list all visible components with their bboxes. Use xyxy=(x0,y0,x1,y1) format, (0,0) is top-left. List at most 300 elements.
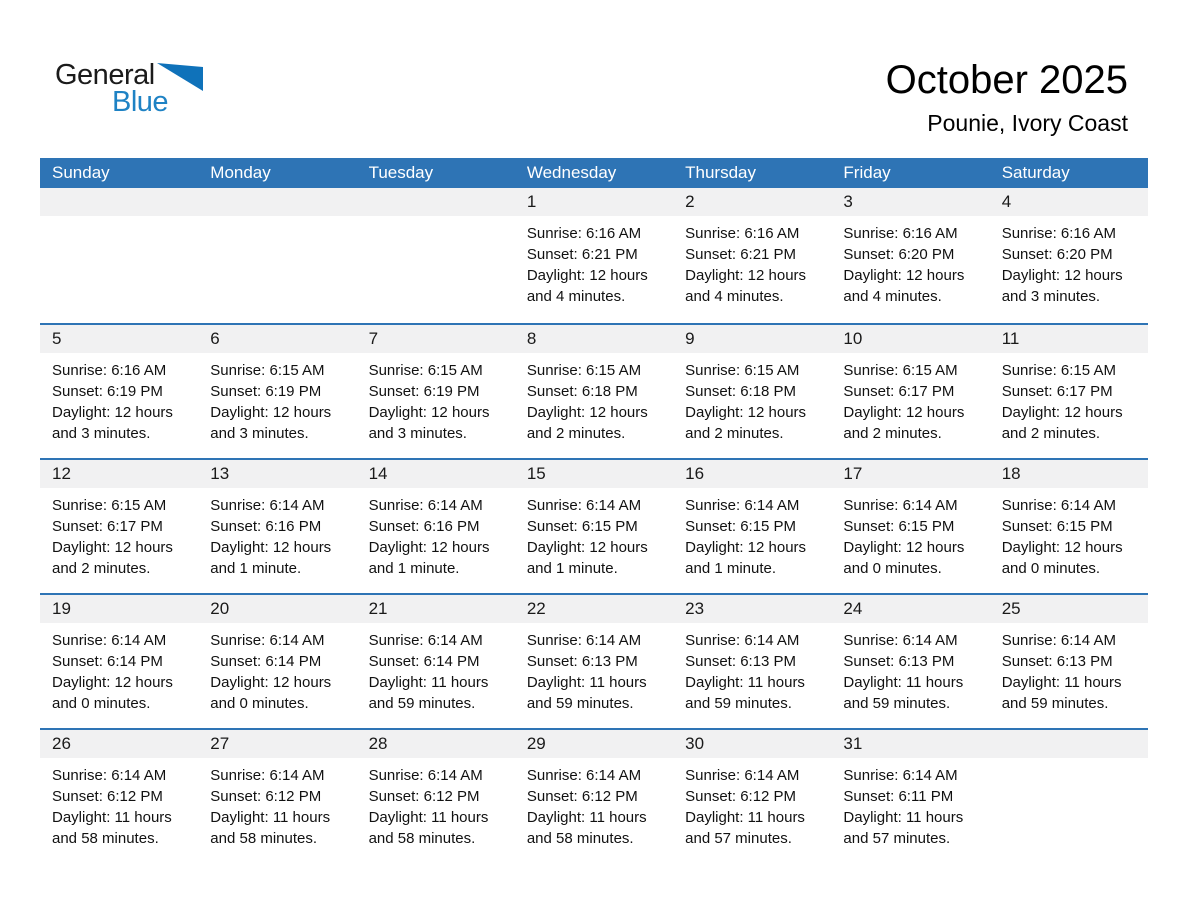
sunset-value: 6:13 PM xyxy=(898,653,955,670)
day-number: 14 xyxy=(368,464,388,483)
daylight-value: 11 hours and 59 minutes. xyxy=(843,674,964,712)
sunrise-label: Sunrise: xyxy=(52,632,108,649)
sunrise-value: 6:16 AM xyxy=(1060,225,1116,242)
day-number-band xyxy=(831,730,989,758)
sunrise-value: 6:14 AM xyxy=(269,497,325,514)
sunrise-label: Sunrise: xyxy=(1001,225,1057,242)
sunset-label: Sunset: xyxy=(368,383,420,400)
day-details xyxy=(515,623,673,714)
sunrise-line xyxy=(527,360,667,381)
day-details xyxy=(515,488,673,579)
daylight-line xyxy=(527,672,667,714)
sunrise-label: Sunrise: xyxy=(843,767,899,784)
weekday-header-row xyxy=(40,158,1148,188)
day-cell-10 xyxy=(831,325,989,458)
sunrise-value: 6:15 AM xyxy=(586,362,642,379)
day-cell-19 xyxy=(40,595,198,728)
daylight-line xyxy=(52,537,192,579)
day-number-band xyxy=(357,325,515,353)
sunset-value: 6:13 PM xyxy=(1056,653,1113,670)
daylight-line xyxy=(843,672,983,714)
daylight-label: Daylight: xyxy=(210,809,269,826)
daylight-value: 12 hours and 2 minutes. xyxy=(52,539,173,577)
day-cell-25 xyxy=(990,595,1148,728)
daylight-value: 12 hours and 1 minute. xyxy=(526,539,648,577)
sunrise-value: 6:14 AM xyxy=(1060,497,1116,514)
sunrise-line xyxy=(527,495,667,516)
day-details xyxy=(40,623,198,714)
day-cell-27 xyxy=(198,730,356,863)
day-cell-15 xyxy=(515,460,673,593)
sunset-label: Sunset: xyxy=(210,788,262,805)
daylight-value: 12 hours and 1 minute. xyxy=(210,539,332,577)
daylight-line xyxy=(210,537,350,579)
logo-word-general: General xyxy=(55,59,155,91)
weekday-header-sunday: Sunday xyxy=(52,163,110,182)
day-details xyxy=(40,758,198,849)
sunrise-label: Sunrise: xyxy=(685,632,741,649)
sunset-value: 6:17 PM xyxy=(107,518,163,535)
daylight-line xyxy=(843,537,983,579)
daylight-line xyxy=(1002,672,1142,714)
day-cell-31 xyxy=(831,730,989,863)
day-cell-21 xyxy=(357,595,515,728)
daylight-value: 11 hours and 58 minutes. xyxy=(368,809,489,847)
sunrise-label: Sunrise: xyxy=(843,632,899,649)
daylight-line xyxy=(1002,537,1142,579)
day-details xyxy=(831,488,989,579)
daylight-label: Daylight: xyxy=(52,674,111,691)
daylight-line xyxy=(685,265,825,307)
day-number-band xyxy=(673,325,831,353)
daylight-value: 12 hours and 2 minutes. xyxy=(526,404,648,442)
sunrise-label: Sunrise: xyxy=(526,632,582,649)
sunset-label: Sunset: xyxy=(526,518,578,535)
sunrise-line xyxy=(685,495,825,516)
day-details xyxy=(831,758,989,849)
day-number: 19 xyxy=(52,599,71,618)
sunset-line xyxy=(210,516,350,537)
day-number-band xyxy=(515,460,673,488)
sunrise-line xyxy=(685,223,825,244)
day-cell-20 xyxy=(198,595,356,728)
sunrise-value: 6:14 AM xyxy=(111,767,167,784)
daylight-value: 12 hours and 4 minutes. xyxy=(685,267,807,305)
sunrise-label: Sunrise: xyxy=(843,497,899,514)
daylight-label: Daylight: xyxy=(685,539,744,556)
daylight-label: Daylight: xyxy=(685,674,744,691)
daylight-line xyxy=(52,807,192,849)
sunset-label: Sunset: xyxy=(210,653,262,670)
day-details xyxy=(831,623,989,714)
sunset-value: 6:15 PM xyxy=(581,518,638,535)
sunrise-value: 6:16 AM xyxy=(902,225,958,242)
daylight-line xyxy=(527,807,667,849)
daylight-value: 12 hours and 3 minutes. xyxy=(210,404,332,442)
day-details xyxy=(198,353,356,444)
sunset-line xyxy=(52,651,192,672)
daylight-value: 11 hours and 57 minutes. xyxy=(685,809,805,847)
daylight-value: 12 hours and 2 minutes. xyxy=(685,404,807,442)
day-number: 24 xyxy=(843,599,863,618)
day-details xyxy=(673,216,831,307)
day-cell-6 xyxy=(198,325,356,458)
day-details xyxy=(40,353,198,444)
day-number: 2 xyxy=(685,192,695,211)
sunset-line xyxy=(210,651,350,672)
sunset-line xyxy=(685,516,825,537)
day-cell-23 xyxy=(673,595,831,728)
weeks-container xyxy=(40,188,1148,863)
sunrise-label: Sunrise: xyxy=(843,225,899,242)
sunrise-line xyxy=(843,630,983,651)
sunrise-line xyxy=(369,495,509,516)
day-number-band xyxy=(40,188,198,216)
sunrise-value: 6:14 AM xyxy=(1060,632,1116,649)
sunset-line xyxy=(685,651,825,672)
day-cell-9 xyxy=(673,325,831,458)
daylight-line xyxy=(1002,402,1142,444)
day-number: 11 xyxy=(1001,329,1020,348)
sunrise-label: Sunrise: xyxy=(526,362,582,379)
day-number: 12 xyxy=(52,464,71,483)
day-number: 5 xyxy=(52,329,62,348)
sunrise-label: Sunrise: xyxy=(1001,497,1057,514)
day-details xyxy=(831,216,989,307)
sunset-value: 6:14 PM xyxy=(423,653,480,670)
day-cell-29 xyxy=(515,730,673,863)
day-number: 21 xyxy=(368,599,388,618)
day-cell-17 xyxy=(831,460,989,593)
sunrise-line xyxy=(685,360,825,381)
sunrise-label: Sunrise: xyxy=(210,767,266,784)
day-cell-14 xyxy=(357,460,515,593)
day-number-band xyxy=(990,595,1148,623)
daylight-label: Daylight: xyxy=(526,539,586,556)
daylight-label: Daylight: xyxy=(52,809,111,826)
sunset-label: Sunset: xyxy=(843,653,895,670)
sunrise-value: 6:14 AM xyxy=(427,767,483,784)
sunset-label: Sunset: xyxy=(685,653,737,670)
day-number-band xyxy=(40,325,198,353)
week-row-1 xyxy=(40,188,1148,323)
sunset-line xyxy=(843,244,983,265)
day-number-band xyxy=(40,595,198,623)
day-number: 20 xyxy=(210,599,230,618)
general-blue-logo xyxy=(55,59,225,118)
day-number-band xyxy=(357,188,515,216)
sunrise-value: 6:14 AM xyxy=(744,497,800,514)
sunset-line xyxy=(843,381,983,402)
sunset-label: Sunset: xyxy=(526,788,578,805)
daylight-label: Daylight: xyxy=(685,404,744,421)
sunset-line xyxy=(685,381,825,402)
day-number-band xyxy=(990,730,1148,758)
day-cell-2 xyxy=(673,188,831,323)
daylight-value: 11 hours and 59 minutes. xyxy=(1001,674,1122,712)
day-number-band xyxy=(515,325,673,353)
day-number: 13 xyxy=(210,464,230,483)
day-number: 4 xyxy=(1001,192,1012,211)
sunset-label: Sunset: xyxy=(368,518,420,535)
sunset-value: 6:20 PM xyxy=(1056,246,1113,263)
sunset-line xyxy=(685,244,825,265)
daylight-label: Daylight: xyxy=(210,404,269,421)
sunrise-label: Sunrise: xyxy=(368,632,424,649)
day-details xyxy=(357,758,515,849)
sunrise-line xyxy=(210,630,350,651)
daylight-value: 12 hours and 0 minutes. xyxy=(210,674,332,712)
day-number-band xyxy=(198,730,356,758)
day-cell-1 xyxy=(515,188,673,323)
sunrise-value: 6:14 AM xyxy=(427,632,483,649)
daylight-value: 11 hours and 58 minutes. xyxy=(210,809,331,847)
sunset-value: 6:21 PM xyxy=(740,246,797,263)
sunrise-label: Sunrise: xyxy=(52,362,108,379)
daylight-line xyxy=(369,537,509,579)
daylight-label: Daylight: xyxy=(1001,674,1061,691)
day-number: 10 xyxy=(843,329,863,348)
sunset-label: Sunset: xyxy=(843,518,895,535)
sunrise-value: 6:14 AM xyxy=(586,632,642,649)
day-details xyxy=(673,758,831,849)
sunrise-line xyxy=(369,360,509,381)
sunrise-value: 6:14 AM xyxy=(586,497,642,514)
sunset-line xyxy=(369,651,509,672)
sunset-line xyxy=(527,244,667,265)
daylight-line xyxy=(527,402,667,444)
sunset-label: Sunset: xyxy=(1001,518,1053,535)
day-details xyxy=(357,623,515,714)
day-cell-12 xyxy=(40,460,198,593)
day-number-band xyxy=(198,325,356,353)
day-cell-22 xyxy=(515,595,673,728)
day-cell-26 xyxy=(40,730,198,863)
sunset-line xyxy=(527,786,667,807)
daylight-line xyxy=(210,402,350,444)
sunset-value: 6:12 PM xyxy=(740,788,797,805)
day-number-band xyxy=(831,460,989,488)
sunset-value: 6:19 PM xyxy=(265,383,322,400)
weekday-header-thursday: Thursday xyxy=(685,163,757,182)
day-number: 23 xyxy=(685,599,705,618)
daylight-label: Daylight: xyxy=(1001,539,1061,556)
sunset-value: 6:15 PM xyxy=(1056,518,1113,535)
sunrise-line xyxy=(1002,630,1142,651)
daylight-line xyxy=(369,402,509,444)
day-number-band xyxy=(990,460,1148,488)
day-cell-7 xyxy=(357,325,515,458)
sunset-label: Sunset: xyxy=(526,383,578,400)
sunrise-label: Sunrise: xyxy=(368,362,424,379)
day-details xyxy=(198,758,356,849)
day-number-band xyxy=(40,460,198,488)
sunset-value: 6:19 PM xyxy=(107,383,163,400)
day-cell-empty xyxy=(990,730,1148,863)
daylight-line xyxy=(52,402,192,444)
sunrise-label: Sunrise: xyxy=(210,632,266,649)
daylight-line xyxy=(52,672,192,714)
sunrise-label: Sunrise: xyxy=(1001,632,1057,649)
weekday-header-wednesday: Wednesday xyxy=(526,163,617,182)
month-title: October 2025 xyxy=(885,58,1128,102)
sunset-label: Sunset: xyxy=(210,518,262,535)
sunrise-value: 6:15 AM xyxy=(111,497,167,514)
sunrise-line xyxy=(52,630,192,651)
sunset-label: Sunset: xyxy=(843,246,895,263)
daylight-value: 12 hours and 4 minutes. xyxy=(526,267,648,305)
sunset-label: Sunset: xyxy=(1001,383,1053,400)
sunset-line xyxy=(1002,244,1142,265)
day-number-band xyxy=(831,188,989,216)
day-cell-4 xyxy=(990,188,1148,323)
daylight-label: Daylight: xyxy=(685,267,744,284)
sunrise-line xyxy=(685,765,825,786)
sunset-label: Sunset: xyxy=(210,383,262,400)
sunset-value: 6:14 PM xyxy=(107,653,163,670)
sunrise-label: Sunrise: xyxy=(685,225,741,242)
daylight-value: 12 hours and 3 minutes. xyxy=(368,404,490,442)
day-cell-empty xyxy=(357,188,515,323)
day-number-band xyxy=(198,188,356,216)
sunrise-value: 6:14 AM xyxy=(902,767,958,784)
day-details xyxy=(515,353,673,444)
sunset-value: 6:12 PM xyxy=(581,788,638,805)
sunrise-label: Sunrise: xyxy=(52,767,108,784)
day-cell-28 xyxy=(357,730,515,863)
sunrise-label: Sunrise: xyxy=(526,225,582,242)
sunrise-value: 6:15 AM xyxy=(1060,362,1116,379)
daylight-label: Daylight: xyxy=(368,809,427,826)
day-number: 31 xyxy=(843,734,863,753)
day-cell-24 xyxy=(831,595,989,728)
daylight-label: Daylight: xyxy=(843,809,902,826)
sunset-label: Sunset: xyxy=(526,653,578,670)
daylight-label: Daylight: xyxy=(526,267,586,284)
weekday-header-monday: Monday xyxy=(210,163,271,182)
sunrise-line xyxy=(52,765,192,786)
daylight-value: 12 hours and 3 minutes. xyxy=(1001,267,1123,305)
day-number: 6 xyxy=(210,329,220,348)
day-number: 15 xyxy=(526,464,546,483)
sunrise-line xyxy=(1002,223,1142,244)
sunrise-value: 6:16 AM xyxy=(744,225,800,242)
daylight-label: Daylight: xyxy=(52,404,111,421)
day-cell-3 xyxy=(831,188,989,323)
sunrise-value: 6:14 AM xyxy=(902,497,958,514)
daylight-value: 11 hours and 59 minutes. xyxy=(368,674,489,712)
day-number-band xyxy=(198,595,356,623)
sunset-label: Sunset: xyxy=(685,788,737,805)
sunset-line xyxy=(210,381,350,402)
day-details xyxy=(831,353,989,444)
sunrise-line xyxy=(843,765,983,786)
sunrise-value: 6:15 AM xyxy=(744,362,800,379)
day-number: 16 xyxy=(685,464,705,483)
daylight-value: 12 hours and 1 minute. xyxy=(368,539,490,577)
sunset-line xyxy=(369,381,509,402)
logo-word-blue: Blue xyxy=(112,86,169,118)
daylight-label: Daylight: xyxy=(526,809,586,826)
sunset-label: Sunset: xyxy=(52,653,103,670)
day-details xyxy=(515,758,673,849)
week-row-4 xyxy=(40,593,1148,728)
daylight-label: Daylight: xyxy=(368,674,427,691)
daylight-line xyxy=(685,672,825,714)
daylight-label: Daylight: xyxy=(843,674,902,691)
sunrise-value: 6:15 AM xyxy=(902,362,958,379)
daylight-label: Daylight: xyxy=(685,809,744,826)
sunset-label: Sunset: xyxy=(1001,653,1053,670)
sunrise-label: Sunrise: xyxy=(368,497,424,514)
weekday-header-tuesday: Tuesday xyxy=(368,163,434,182)
sunrise-value: 6:14 AM xyxy=(269,632,325,649)
sunset-line xyxy=(52,516,192,537)
day-details xyxy=(990,623,1148,714)
sunset-value: 6:19 PM xyxy=(423,383,480,400)
sunrise-value: 6:15 AM xyxy=(427,362,483,379)
daylight-value: 11 hours and 58 minutes. xyxy=(52,809,172,847)
day-cell-empty xyxy=(198,188,356,323)
sunrise-line xyxy=(527,765,667,786)
daylight-label: Daylight: xyxy=(843,539,902,556)
day-number-band xyxy=(831,595,989,623)
daylight-label: Daylight: xyxy=(526,404,586,421)
sunset-label: Sunset: xyxy=(52,518,103,535)
day-cell-13 xyxy=(198,460,356,593)
day-number-band xyxy=(673,460,831,488)
day-details xyxy=(673,488,831,579)
sunrise-label: Sunrise: xyxy=(210,497,266,514)
sunrise-line xyxy=(527,630,667,651)
sunset-value: 6:13 PM xyxy=(740,653,797,670)
daylight-value: 12 hours and 3 minutes. xyxy=(52,404,173,442)
sunrise-label: Sunrise: xyxy=(526,767,582,784)
day-number: 22 xyxy=(526,599,546,618)
daylight-line xyxy=(843,265,983,307)
sunset-line xyxy=(843,786,983,807)
sunrise-value: 6:16 AM xyxy=(111,362,167,379)
sunrise-value: 6:14 AM xyxy=(744,632,800,649)
sunrise-value: 6:14 AM xyxy=(269,767,325,784)
location-subtitle: Pounie, Ivory Coast xyxy=(927,110,1128,136)
daylight-value: 11 hours and 59 minutes. xyxy=(526,674,647,712)
sunset-label: Sunset: xyxy=(843,383,895,400)
daylight-value: 12 hours and 1 minute. xyxy=(685,539,807,577)
daylight-value: 11 hours and 59 minutes. xyxy=(685,674,805,712)
sunset-label: Sunset: xyxy=(685,383,737,400)
daylight-line xyxy=(1002,265,1142,307)
calendar-title-block xyxy=(886,58,1128,138)
sunset-value: 6:17 PM xyxy=(1056,383,1113,400)
weekday-header-friday: Friday xyxy=(843,163,891,182)
day-details xyxy=(990,488,1148,579)
daylight-label: Daylight: xyxy=(843,267,902,284)
day-cell-empty xyxy=(40,188,198,323)
daylight-value: 12 hours and 4 minutes. xyxy=(843,267,965,305)
daylight-label: Daylight: xyxy=(843,404,902,421)
daylight-label: Daylight: xyxy=(368,539,427,556)
daylight-value: 12 hours and 2 minutes. xyxy=(843,404,965,442)
day-cell-16 xyxy=(673,460,831,593)
day-number: 28 xyxy=(368,734,388,753)
day-number: 26 xyxy=(52,734,71,753)
sunset-value: 6:11 PM xyxy=(898,788,954,805)
daylight-line xyxy=(685,807,825,849)
sunrise-value: 6:14 AM xyxy=(111,632,167,649)
day-number: 27 xyxy=(210,734,230,753)
day-number-band xyxy=(990,188,1148,216)
